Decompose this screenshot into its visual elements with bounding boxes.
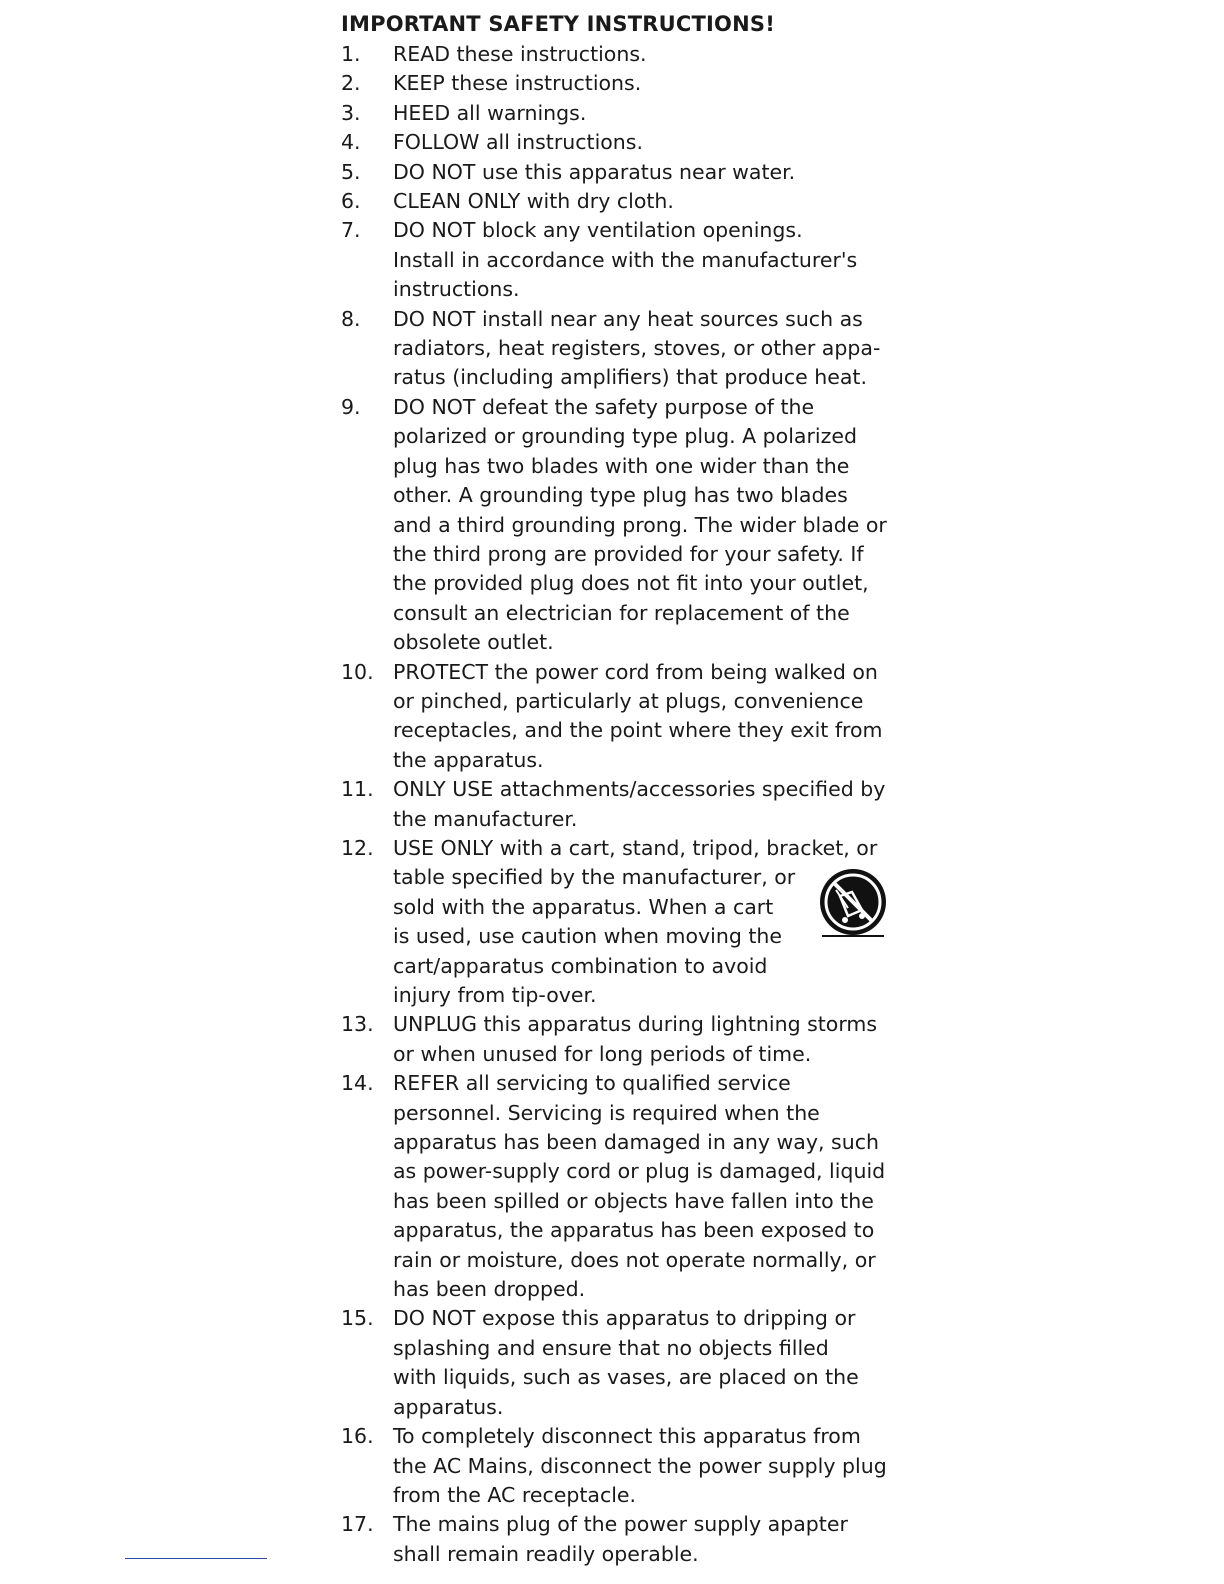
- instruction-line: DO NOT expose this apparatus to dripping or: [393, 1306, 856, 1331]
- instruction-number: 2.: [341, 71, 361, 96]
- instruction-line: or when unused for long periods of time.: [393, 1041, 812, 1066]
- instruction-number: 14.: [341, 1071, 374, 1096]
- instruction-line: KEEP these instructions.: [393, 71, 642, 96]
- instruction-list: [341, 40, 901, 1569]
- instruction-number: 5.: [341, 159, 361, 184]
- instruction-item: [341, 1069, 901, 1304]
- instruction-item: [341, 1010, 901, 1069]
- instruction-line: plug has two blades with one wider than the: [393, 453, 850, 478]
- instruction-line: DO NOT defeat the safety purpose of the: [393, 394, 815, 419]
- instruction-item: [341, 99, 901, 128]
- instruction-line: DO NOT install near any heat sources such as: [393, 306, 863, 331]
- instruction-item: [341, 128, 901, 157]
- instruction-text: [393, 158, 901, 187]
- instruction-text: [393, 305, 901, 393]
- safety-instructions: [341, 8, 901, 1569]
- instruction-line: apparatus, the apparatus has been exposed to: [393, 1218, 875, 1243]
- instruction-item: [341, 393, 901, 658]
- instruction-text: [393, 187, 901, 216]
- instruction-line: injury from tip-over.: [393, 983, 597, 1007]
- instruction-line: splashing and ensure that no objects filled: [393, 1335, 829, 1360]
- instruction-item: [341, 187, 901, 216]
- instruction-item: [341, 216, 901, 304]
- instruction-line: is used, use caution when moving the: [393, 924, 783, 949]
- instruction-text: [393, 1010, 901, 1069]
- instruction-number: 15.: [341, 1306, 374, 1331]
- instruction-line: The mains plug of the power supply apapter: [393, 1512, 848, 1537]
- instruction-line: radiators, heat registers, stoves, or other appa-: [393, 336, 881, 361]
- instruction-number: 6.: [341, 189, 361, 214]
- instruction-line: consult an electrician for replacement of the: [393, 600, 850, 625]
- instruction-line: table specified by the manufacturer, or: [393, 865, 796, 890]
- instruction-number: 7.: [341, 218, 361, 243]
- instruction-line: Install in accordance with the manufacturer's: [393, 247, 858, 272]
- instruction-line: and a third grounding prong. The wider blade or: [393, 512, 887, 537]
- instruction-line: apparatus has been damaged in any way, such: [393, 1130, 879, 1155]
- instruction-text: [393, 1510, 901, 1569]
- instruction-line: as power-supply cord or plug is damaged, liquid: [393, 1159, 886, 1184]
- instruction-line: CLEAN ONLY with dry cloth.: [393, 189, 674, 214]
- instruction-text: [393, 1069, 901, 1304]
- instruction-line: PROTECT the power cord from being walked on: [393, 659, 878, 684]
- instruction-text: [393, 40, 901, 69]
- instruction-text: [393, 658, 901, 776]
- instruction-line: or pinched, particularly at plugs, convenience: [393, 688, 864, 713]
- instruction-line: instructions.: [393, 277, 520, 302]
- instruction-number: 10.: [341, 659, 374, 684]
- instruction-line: UNPLUG this apparatus during lightning storms: [393, 1012, 878, 1037]
- instruction-number: 17.: [341, 1512, 374, 1537]
- instruction-number: 13.: [341, 1012, 374, 1037]
- instruction-number: 12.: [341, 835, 374, 860]
- instruction-line: HEED all warnings.: [393, 100, 587, 125]
- instruction-line: DO NOT block any ventilation openings.: [393, 218, 803, 243]
- instruction-number: 3.: [341, 100, 361, 125]
- instruction-line: FOLLOW all instructions.: [393, 130, 643, 155]
- instruction-line: the manufacturer.: [393, 806, 578, 831]
- instruction-number: 8.: [341, 306, 361, 331]
- instruction-line: the AC Mains, disconnect the power supply plug: [393, 1453, 887, 1478]
- instruction-item: [341, 40, 901, 69]
- instruction-line: apparatus.: [393, 1394, 504, 1419]
- instruction-text: [393, 99, 901, 128]
- instruction-line: other. A grounding type plug has two blades: [393, 483, 848, 508]
- instruction-text: [393, 1422, 901, 1510]
- instruction-line: receptacles, and the point where they exit from: [393, 718, 883, 743]
- instruction-line: obsolete outlet.: [393, 630, 554, 655]
- instruction-line: cart/apparatus combination to avoid: [393, 953, 768, 978]
- page-title: IMPORTANT SAFETY INSTRUCTIONS!: [341, 12, 775, 36]
- instruction-line: DO NOT use this apparatus near water.: [393, 159, 796, 184]
- instruction-item: [341, 834, 901, 1010]
- instruction-line: has been spilled or objects have fallen into the: [393, 1188, 874, 1213]
- instruction-item: [341, 158, 901, 187]
- instruction-text: [393, 1304, 901, 1422]
- instruction-line: the apparatus.: [393, 747, 544, 772]
- instruction-number: 1.: [341, 42, 361, 66]
- instruction-line: the provided plug does not fit into your outlet,: [393, 571, 869, 596]
- instruction-number: 11.: [341, 777, 374, 802]
- instruction-line: USE ONLY with a cart, stand, tripod, bracket, or: [393, 835, 878, 860]
- instruction-line: ratus (including amplifiers) that produce heat.: [393, 365, 867, 390]
- instruction-text: [393, 128, 901, 157]
- instruction-item: [341, 658, 901, 776]
- instruction-line: shall remain readily operable.: [393, 1541, 699, 1566]
- instruction-line: from the AC receptacle.: [393, 1482, 637, 1507]
- instruction-item: [341, 305, 901, 393]
- instruction-number: 9.: [341, 394, 361, 419]
- instruction-item: [341, 69, 901, 98]
- instruction-line: To completely disconnect this apparatus from: [393, 1424, 861, 1449]
- instruction-item: [341, 1304, 901, 1422]
- instruction-item: [341, 1510, 901, 1569]
- instruction-item: [341, 1422, 901, 1510]
- instruction-item: [341, 775, 901, 834]
- cart-tip-over-warning-icon: [818, 866, 890, 942]
- instruction-number: 16.: [341, 1424, 374, 1449]
- instruction-text: [393, 775, 901, 834]
- instruction-line: rain or moisture, does not operate normally, or: [393, 1247, 876, 1272]
- instruction-line: REFER all servicing to qualified service: [393, 1071, 791, 1096]
- instruction-text: [393, 69, 901, 98]
- instruction-text: [393, 393, 901, 658]
- instruction-number: 4.: [341, 130, 361, 155]
- instruction-line: sold with the apparatus. When a cart: [393, 894, 774, 919]
- instruction-line: with liquids, such as vases, are placed on the: [393, 1365, 859, 1390]
- instruction-text: [393, 216, 901, 304]
- instruction-line: ONLY USE attachments/accessories specified by: [393, 777, 886, 802]
- instruction-line: personnel. Servicing is required when the: [393, 1100, 820, 1125]
- instruction-line: polarized or grounding type plug. A polarized: [393, 424, 857, 449]
- instruction-line: has been dropped.: [393, 1277, 586, 1302]
- instruction-line: the third prong are provided for your safety. If: [393, 541, 864, 566]
- instruction-line: READ these instructions.: [393, 42, 647, 66]
- footnote-rule: [125, 1558, 267, 1559]
